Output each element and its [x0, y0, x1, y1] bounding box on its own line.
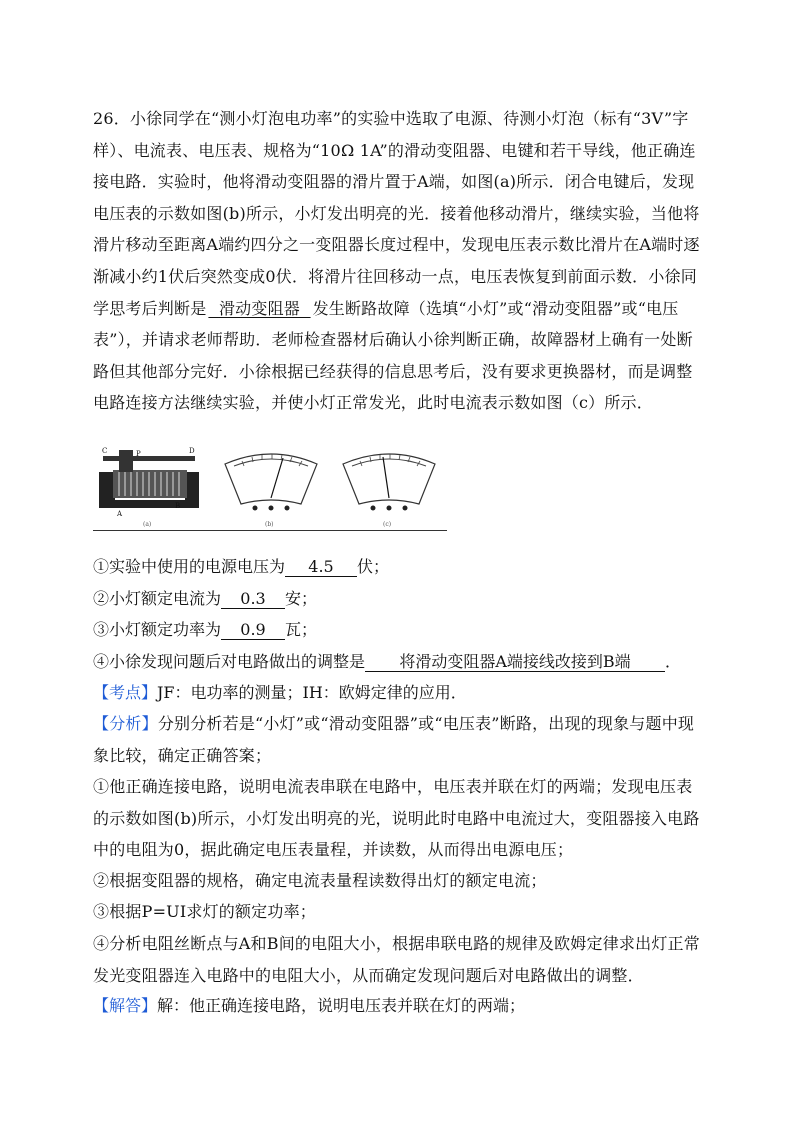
letter-c: C	[102, 447, 108, 455]
fenxi-step-1: ①他正确连接电路，说明电流表串联在电路中，电压表并联在灯的两端；发现电压表的示数如图(b)所示，小灯发出明亮的光，说明此时电路中电流过大，变阻器接入电路中的电阻为0，据此确定电压表量程，并读数，从而得出电源电压；	[93, 777, 700, 860]
answer-blank-1	[206, 299, 312, 318]
item-2-unit: 安；	[285, 589, 318, 608]
fenxi-step-3: ③根据P=UI求灯的额定功率；	[93, 902, 316, 921]
rheostat-image	[99, 447, 199, 528]
kaodian-line	[93, 683, 467, 703]
voltmeter-image	[225, 454, 317, 528]
fenxi-tag: 【分析】	[93, 714, 158, 733]
question-text-1: 小徐同学在“测小灯泡电功率”的实验中选取了电源、待测小灯泡（标有“3V”字样）、电流表、电压表、规格为“10Ω 1A”的滑动变阻器、电键和若干导线，他正确连接电路．实验时，他将滑动变阻器的滑片置于A端，如图(a)所示．闭合电键后，发现电压表的示数如图(b)所示，小灯发出明亮的光．接着他移动滑片，继续实验，当他将滑片移动至距离A端约四分之一变阻器长度过程中，发现电压表示数比滑片在A端时逐渐减小约1伏后突然变成0伏．将滑片往回移动一点，电压表恢复到前面示数．小徐同学思考后判断是	[93, 109, 700, 318]
item-4	[93, 652, 681, 672]
letter-p: P	[136, 450, 141, 458]
item-1-text: ①实验中使用的电源电压为	[93, 557, 286, 576]
question-paragraph	[93, 103, 705, 419]
letter-b: B	[175, 502, 181, 510]
label-b: (b)	[265, 521, 274, 528]
fenxi-step-2: ②根据变阻器的规格，确定电流表量程读数得出灯的额定电流；	[93, 871, 547, 890]
item-4-end: ．	[665, 652, 682, 671]
kaodian-tag: 【考点】	[93, 683, 158, 702]
item-2-answer: 0.3	[221, 590, 285, 609]
item-1-answer: 4.5	[285, 558, 357, 577]
fenxi-text: 分别分析若是“小灯”或“滑动变阻器”或“电压表”断路，出现的现象与题中现象比较，确定正确答案；	[93, 714, 695, 765]
item-1-unit: 伏；	[357, 557, 390, 576]
item-3-answer: 0.9	[221, 621, 285, 640]
item-4-text: ④小徐发现问题后对电路做出的调整是	[93, 652, 366, 671]
item-1	[93, 557, 389, 577]
label-c: (c)	[383, 521, 392, 528]
item-4-answer: 将滑动变阻器A端接线改接到B端	[365, 653, 665, 672]
item-2	[93, 589, 317, 609]
answer-blank-1-text: 滑动变阻器	[218, 298, 300, 318]
fenxi-step-4: ④分析电阻丝断点与A和B间的电阻大小，根据串联电路的规律及欧姆定律求出灯正常发光变阻器连入电路中的电阻大小，从而确定发现问题后对电路做出的调整．	[93, 934, 700, 985]
jieda-line	[93, 996, 525, 1016]
figure-divider	[93, 530, 447, 531]
question-number: 26．	[93, 109, 130, 128]
question-text-2: 发生断路故障（选填“小灯”或“滑动变阻器”或“电压表”），并请求老师帮助．老师检查器材后确认小徐判断正确，故障器材上确有一处断路但其他部分完好．小徐根据已经获得的信息思考后，没有要求更换器材，而是调整电路连接方法继续实验，并使小灯正常发光，此时电流表示数如图（c）所示．	[93, 298, 693, 413]
jieda-tag: 【解答】	[93, 996, 158, 1015]
jieda-text: 解：他正确连接电路，说明电压表并联在灯的两端；	[157, 996, 526, 1015]
letter-d: D	[189, 447, 195, 455]
fenxi-paragraph	[93, 708, 705, 771]
item-3-unit: 瓦；	[285, 620, 318, 639]
kaodian-text: JF：电功率的测量；IH：欧姆定律的应用．	[157, 683, 467, 702]
experiment-figure	[97, 442, 447, 528]
item-3	[93, 620, 317, 640]
item-2-text: ②小灯额定电流为	[93, 589, 222, 608]
ammeter-image	[343, 454, 435, 528]
letter-a: A	[117, 510, 123, 518]
label-a: (a)	[143, 521, 152, 528]
item-3-text: ③小灯额定功率为	[93, 620, 222, 639]
